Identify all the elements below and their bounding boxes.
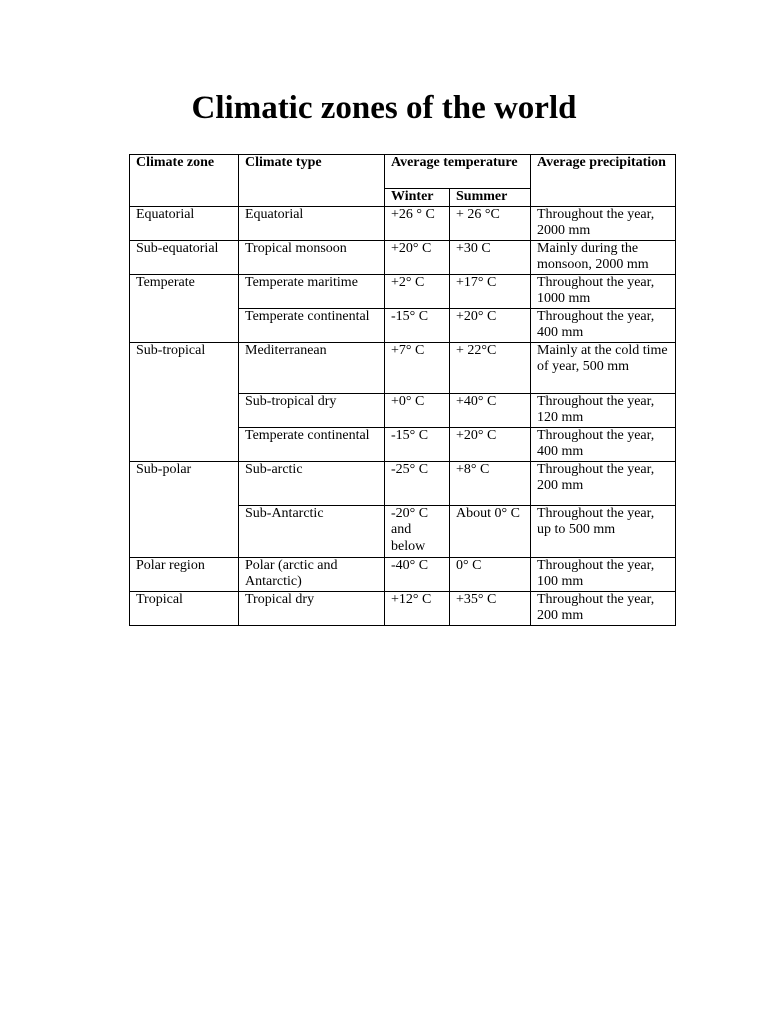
cell-summer: +17° C — [450, 274, 531, 308]
cell-winter: -40° C — [385, 557, 450, 591]
cell-zone: Tropical — [130, 591, 239, 625]
table-row — [130, 461, 676, 505]
cell-winter: -20° C and below — [385, 505, 450, 557]
cell-precipitation: Throughout the year, 120 mm — [531, 393, 676, 427]
table-body — [130, 206, 676, 625]
cell-type: Tropical monsoon — [239, 240, 385, 274]
cell-type: Temperate continental — [239, 427, 385, 461]
table-row — [130, 274, 676, 308]
cell-zone: Sub-tropical — [130, 342, 239, 461]
cell-type: Temperate continental — [239, 308, 385, 342]
cell-zone: Equatorial — [130, 206, 239, 240]
climate-zones-table — [129, 154, 676, 626]
cell-summer: +30 C — [450, 240, 531, 274]
cell-summer: +8° C — [450, 461, 531, 505]
header-winter: Winter — [385, 189, 450, 207]
cell-winter: -15° C — [385, 427, 450, 461]
cell-zone: Temperate — [130, 274, 239, 342]
cell-winter: -25° C — [385, 461, 450, 505]
cell-precipitation: Throughout the year, 400 mm — [531, 427, 676, 461]
cell-type: Equatorial — [239, 206, 385, 240]
table-row — [130, 591, 676, 625]
cell-type: Polar (arctic and Antarctic) — [239, 557, 385, 591]
cell-summer: +35° C — [450, 591, 531, 625]
table-row — [130, 557, 676, 591]
cell-type: Sub-tropical dry — [239, 393, 385, 427]
cell-precipitation: Throughout the year, 2000 mm — [531, 206, 676, 240]
cell-type: Sub-Antarctic — [239, 505, 385, 557]
cell-winter: +7° C — [385, 342, 450, 393]
table-row — [130, 342, 676, 393]
cell-type: Temperate maritime — [239, 274, 385, 308]
cell-zone: Sub-equatorial — [130, 240, 239, 274]
table-header — [130, 155, 676, 207]
cell-type: Sub-arctic — [239, 461, 385, 505]
cell-precipitation: Throughout the year, 200 mm — [531, 461, 676, 505]
header-average-precipitation: Average precipitation — [531, 155, 676, 207]
cell-precipitation: Mainly at the cold time of year, 500 mm — [531, 342, 676, 393]
cell-summer: +20° C — [450, 427, 531, 461]
cell-winter: +12° C — [385, 591, 450, 625]
cell-summer: About 0° C — [450, 505, 531, 557]
cell-precipitation: Throughout the year, up to 500 mm — [531, 505, 676, 557]
header-climate-type: Climate type — [239, 155, 385, 207]
table-row — [130, 206, 676, 240]
cell-precipitation: Mainly during the monsoon, 2000 mm — [531, 240, 676, 274]
cell-summer: +20° C — [450, 308, 531, 342]
header-summer: Summer — [450, 189, 531, 207]
cell-precipitation: Throughout the year, 400 mm — [531, 308, 676, 342]
cell-zone: Polar region — [130, 557, 239, 591]
cell-precipitation: Throughout the year, 100 mm — [531, 557, 676, 591]
cell-type: Mediterranean — [239, 342, 385, 393]
cell-winter: +26 ° C — [385, 206, 450, 240]
cell-winter: +20° C — [385, 240, 450, 274]
cell-precipitation: Throughout the year, 1000 mm — [531, 274, 676, 308]
cell-winter: -15° C — [385, 308, 450, 342]
table-row — [130, 240, 676, 274]
cell-winter: +0° C — [385, 393, 450, 427]
page-title: Climatic zones of the world — [191, 90, 577, 126]
cell-summer: 0° C — [450, 557, 531, 591]
cell-type: Tropical dry — [239, 591, 385, 625]
cell-summer: + 22°C — [450, 342, 531, 393]
header-average-temperature: Average temperature — [385, 155, 531, 189]
header-climate-zone: Climate zone — [130, 155, 239, 207]
cell-winter: +2° C — [385, 274, 450, 308]
cell-precipitation: Throughout the year, 200 mm — [531, 591, 676, 625]
cell-summer: +40° C — [450, 393, 531, 427]
cell-zone: Sub-polar — [130, 461, 239, 557]
cell-summer: + 26 °C — [450, 206, 531, 240]
